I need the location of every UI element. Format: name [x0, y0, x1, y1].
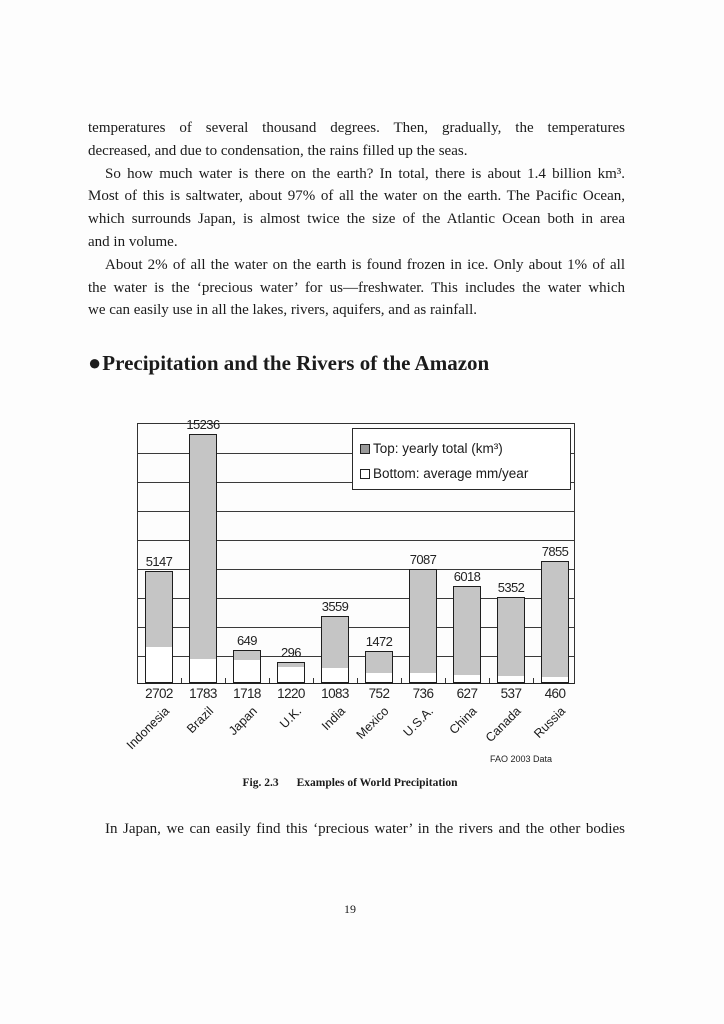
bar-china — [453, 586, 481, 683]
bar-segment-average-mm — [541, 677, 569, 683]
mm-label: 627 — [456, 686, 478, 701]
legend-item-bottom — [360, 466, 528, 481]
category-label: Russia — [531, 704, 569, 741]
text-line: In Japan, we can easily find this ‘precious water’ in the rivers and the other bodies — [105, 821, 625, 837]
bar-segment-average-mm — [321, 668, 349, 683]
body-text — [88, 117, 625, 322]
axis-tick — [533, 678, 534, 683]
text-line: decreased, and due to condensation, the rains filled up the seas. — [88, 142, 468, 159]
bar-indonesia — [145, 571, 173, 683]
bar-segment-yearly-total — [409, 569, 437, 675]
bar-segment-yearly-total — [145, 571, 173, 648]
section-heading — [88, 349, 489, 377]
category-label: Mexico — [353, 704, 392, 742]
bar-segment-average-mm — [365, 673, 393, 683]
bar-segment-yearly-total — [497, 597, 525, 677]
axis-tick — [181, 678, 182, 683]
bar-segment-yearly-total — [365, 651, 393, 674]
bar-segment-average-mm — [145, 647, 173, 683]
axis-tick — [357, 678, 358, 683]
category-label: Indonesia — [123, 704, 173, 753]
heading-text: Precipitation and the Rivers of the Amazon — [102, 351, 490, 375]
bar-russia — [541, 561, 569, 683]
text-line: About 2% of all the water on the earth is found frozen in ice. Only about 1% of all — [105, 256, 625, 273]
bar-segment-average-mm — [233, 660, 261, 683]
bar-uk — [277, 662, 305, 683]
bar-segment-yearly-total — [189, 434, 217, 660]
white-square-icon — [360, 469, 370, 479]
axis-tick — [313, 678, 314, 683]
closing-text — [88, 818, 625, 841]
caption-title: Examples of World Precipitation — [296, 777, 458, 789]
axis-tick — [225, 678, 226, 683]
text-line: we can easily use in all the lakes, rivers, aquifers, and as rainfall. — [88, 302, 478, 319]
value-label: 296 — [281, 645, 301, 661]
category-label: India — [318, 704, 349, 734]
bar-brazil — [189, 434, 217, 683]
category-label: U.S.A. — [400, 704, 437, 740]
category-label: China — [446, 704, 480, 738]
value-label: 5147 — [145, 553, 173, 569]
precipitation-bar-chart — [123, 417, 575, 753]
mm-label: 537 — [500, 686, 522, 701]
text-line: temperatures of several thousand degrees. Then, gradually, the temperatures — [88, 120, 625, 136]
bar-mexico — [365, 651, 393, 683]
axis-tick — [445, 678, 446, 683]
bar-canada — [497, 597, 525, 683]
figure-caption — [0, 777, 700, 789]
bar-segment-yearly-total — [541, 561, 569, 678]
legend-label: Bottom: average mm/year — [373, 466, 529, 481]
mm-label: 1783 — [189, 686, 217, 701]
value-label: 7855 — [541, 543, 569, 559]
caption-number: Fig. 2.3 — [242, 777, 279, 789]
mm-label: 1220 — [277, 686, 305, 701]
value-label: 1472 — [365, 634, 393, 650]
bullet-circle-icon: ● — [88, 350, 102, 375]
text-line: the water is the ‘precious water’ for us—freshwater. This includes the water which — [88, 279, 625, 296]
legend-label: Top: yearly total (km³) — [373, 441, 503, 456]
axis-tick — [401, 678, 402, 683]
chart-legend — [352, 428, 571, 490]
bar-segment-average-mm — [453, 675, 481, 683]
bar-segment-average-mm — [189, 659, 217, 683]
category-label: Japan — [225, 704, 260, 738]
bar-segment-average-mm — [409, 673, 437, 683]
category-label: Brazil — [184, 704, 217, 737]
mm-label: 736 — [412, 686, 434, 701]
text-line: and in volume. — [88, 233, 178, 250]
figure-source: FAO 2003 Data — [490, 754, 553, 764]
text-line: Most of this is saltwater, about 97% of all the water on the earth. The Pacific Ocean, — [88, 188, 625, 205]
bar-segment-yearly-total — [453, 586, 481, 676]
value-label: 6018 — [453, 568, 481, 584]
bar-segment-average-mm — [497, 676, 525, 683]
axis-tick — [489, 678, 490, 683]
value-label: 15236 — [186, 417, 220, 433]
value-label: 649 — [237, 633, 257, 649]
value-label: 5352 — [497, 579, 525, 595]
bar-japan — [233, 650, 261, 683]
text-line: So how much water is there on the earth? In total, there is about 1.4 billion km³. — [105, 165, 625, 182]
mm-label: 752 — [368, 686, 390, 701]
page-number: 19 — [344, 902, 356, 916]
bar-segment-yearly-total — [321, 616, 349, 669]
bar-segment-average-mm — [277, 667, 305, 683]
bar-india — [321, 616, 349, 683]
category-label: U.K. — [277, 704, 305, 732]
category-label: Canada — [482, 704, 524, 745]
value-label: 3559 — [321, 598, 349, 614]
legend-item-top — [360, 441, 503, 456]
axis-tick — [269, 678, 270, 683]
mm-label: 1718 — [233, 686, 261, 701]
gray-square-icon — [360, 444, 370, 454]
value-label: 7087 — [409, 551, 437, 567]
mm-label: 2702 — [145, 686, 173, 701]
bar-usa — [409, 569, 437, 683]
text-line: which surrounds Japan, is almost twice the size of the Atlantic Ocean both in area — [88, 211, 625, 228]
mm-label: 1083 — [321, 686, 349, 701]
mm-label: 460 — [544, 686, 566, 701]
